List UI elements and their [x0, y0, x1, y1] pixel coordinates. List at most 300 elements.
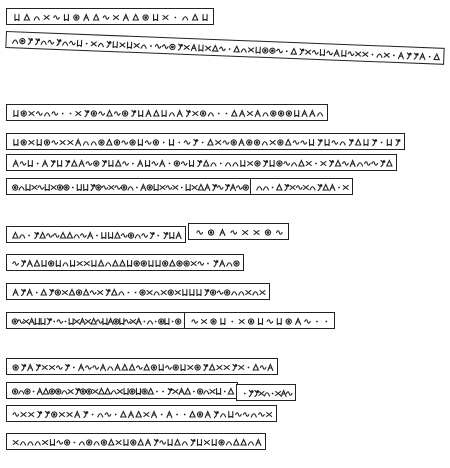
script-glyph — [330, 161, 334, 167]
script-glyph — [20, 38, 25, 43]
script-glyph — [263, 187, 268, 190]
line-3-4-continuation — [184, 312, 335, 329]
script-glyph — [159, 365, 163, 371]
script-glyph — [28, 235, 30, 237]
script-glyph — [103, 161, 107, 167]
script-glyph — [24, 15, 29, 21]
script-glyph — [188, 366, 193, 370]
script-glyph — [149, 261, 153, 267]
script-glyph — [97, 320, 103, 324]
script-glyph — [277, 161, 282, 166]
script-glyph — [210, 365, 215, 371]
script-glyph — [246, 291, 251, 295]
script-glyph — [56, 389, 61, 394]
script-glyph — [52, 412, 57, 417]
script-glyph — [229, 412, 233, 418]
script-glyph — [77, 40, 81, 46]
script-glyph — [144, 365, 149, 371]
script-glyph — [232, 111, 237, 117]
script-glyph — [32, 186, 37, 190]
script-glyph — [76, 112, 81, 116]
script-glyph — [128, 233, 133, 238]
script-glyph — [124, 389, 128, 395]
script-glyph — [45, 185, 49, 191]
script-glyph — [135, 292, 137, 294]
script-glyph — [205, 185, 210, 191]
script-glyph — [263, 48, 268, 53]
script-glyph — [202, 142, 204, 144]
script-glyph — [49, 261, 54, 266]
script-glyph — [136, 187, 138, 189]
script-glyph — [21, 140, 26, 145]
script-glyph — [184, 261, 189, 266]
script-glyph — [293, 141, 299, 145]
script-glyph — [84, 15, 89, 21]
script-glyph — [343, 162, 349, 166]
script-glyph — [365, 162, 371, 166]
script-glyph — [166, 186, 172, 190]
script-glyph — [13, 161, 18, 167]
script-glyph — [343, 186, 348, 190]
script-glyph — [116, 161, 121, 167]
script-glyph — [248, 367, 250, 369]
script-glyph — [325, 321, 327, 323]
script-glyph — [176, 414, 178, 416]
script-glyph — [115, 112, 121, 116]
script-glyph — [56, 261, 60, 267]
script-glyph — [91, 185, 95, 191]
script-glyph — [161, 414, 163, 416]
script-glyph — [318, 113, 323, 116]
line-4-2-glyphs — [7, 383, 239, 400]
script-glyph — [364, 140, 368, 146]
script-glyph — [46, 412, 50, 418]
script-glyph — [226, 163, 231, 166]
script-glyph — [107, 111, 112, 117]
script-glyph — [169, 140, 173, 146]
script-glyph — [109, 186, 114, 190]
script-glyph — [67, 413, 72, 417]
script-glyph — [268, 365, 273, 371]
line-2-3 — [6, 154, 397, 171]
script-glyph — [254, 231, 259, 235]
line-3-3-glyphs — [7, 284, 271, 301]
script-glyph — [106, 263, 111, 266]
script-glyph — [193, 112, 198, 116]
script-glyph — [255, 161, 260, 166]
script-glyph — [105, 413, 111, 417]
script-glyph — [259, 413, 265, 417]
script-glyph — [176, 233, 181, 239]
script-glyph — [175, 440, 180, 446]
script-glyph — [213, 45, 218, 51]
script-glyph — [270, 161, 274, 167]
script-glyph — [128, 187, 133, 190]
script-glyph — [138, 440, 143, 446]
script-glyph — [107, 41, 111, 47]
script-glyph — [279, 111, 284, 116]
script-glyph — [187, 111, 191, 117]
script-glyph — [239, 292, 244, 295]
script-glyph — [325, 140, 329, 146]
script-glyph — [286, 319, 291, 324]
script-glyph — [131, 440, 136, 445]
script-glyph — [160, 186, 165, 190]
script-glyph — [37, 112, 43, 116]
script-glyph — [40, 233, 45, 239]
script-glyph — [155, 321, 157, 323]
line-2-3-glyphs — [7, 155, 398, 172]
script-glyph — [42, 366, 47, 370]
script-glyph — [179, 389, 184, 395]
script-glyph — [132, 163, 134, 165]
script-glyph — [334, 50, 339, 56]
script-glyph — [170, 261, 175, 267]
script-glyph — [37, 140, 41, 146]
script-glyph — [28, 365, 33, 371]
script-glyph — [225, 290, 230, 295]
script-glyph — [223, 141, 229, 145]
script-glyph — [19, 391, 24, 394]
script-glyph — [185, 389, 190, 395]
script-glyph — [141, 185, 146, 191]
script-glyph — [116, 441, 121, 445]
script-glyph — [72, 161, 77, 167]
script-glyph — [214, 261, 218, 267]
script-glyph — [381, 161, 385, 167]
script-glyph — [253, 365, 258, 371]
script-glyph — [302, 111, 307, 117]
script-glyph — [233, 163, 238, 166]
script-glyph — [239, 140, 244, 146]
script-glyph — [36, 365, 40, 371]
script-glyph — [92, 261, 96, 267]
script-glyph — [248, 442, 253, 445]
script-glyph — [148, 389, 153, 395]
script-glyph — [121, 185, 126, 190]
script-glyph — [28, 442, 33, 445]
script-glyph — [198, 185, 203, 191]
script-glyph — [208, 113, 213, 116]
script-glyph — [321, 162, 326, 166]
script-glyph — [99, 389, 104, 395]
script-glyph — [93, 390, 98, 394]
script-glyph — [231, 231, 237, 235]
script-glyph — [145, 141, 151, 145]
script-glyph — [86, 366, 92, 370]
script-glyph — [21, 442, 26, 445]
script-glyph — [134, 261, 139, 266]
script-glyph — [119, 292, 124, 295]
script-glyph — [80, 319, 85, 325]
script-glyph — [226, 185, 230, 191]
script-glyph — [117, 390, 122, 394]
line-4-1 — [6, 358, 278, 375]
script-glyph — [154, 185, 158, 191]
script-glyph — [45, 113, 50, 116]
script-glyph — [204, 391, 209, 394]
script-glyph — [338, 187, 340, 189]
script-glyph — [75, 412, 80, 418]
script-glyph — [277, 49, 283, 53]
script-glyph — [133, 15, 138, 21]
script-glyph — [79, 442, 84, 445]
script-glyph — [299, 161, 304, 167]
script-glyph — [114, 140, 119, 145]
script-glyph — [102, 186, 108, 190]
script-glyph — [166, 366, 172, 370]
script-glyph — [154, 111, 159, 117]
script-glyph — [182, 442, 187, 445]
script-glyph — [236, 413, 242, 417]
script-glyph — [153, 140, 158, 145]
script-glyph — [154, 440, 158, 446]
script-glyph — [70, 113, 72, 115]
script-glyph — [267, 413, 272, 417]
script-glyph — [264, 161, 268, 167]
script-glyph — [197, 231, 203, 235]
script-glyph — [241, 161, 245, 167]
script-glyph — [197, 389, 202, 394]
script-glyph — [191, 440, 195, 446]
script-glyph — [256, 47, 260, 53]
script-glyph — [220, 230, 225, 236]
line-2-4-tail-glyphs — [251, 179, 354, 196]
script-glyph — [86, 320, 91, 324]
script-glyph — [178, 44, 182, 50]
script-glyph — [387, 161, 392, 167]
script-glyph — [318, 185, 322, 191]
script-glyph — [301, 141, 307, 145]
script-glyph — [212, 440, 216, 446]
script-glyph — [286, 140, 291, 146]
script-glyph — [91, 42, 96, 46]
script-glyph — [358, 163, 363, 166]
script-glyph — [14, 140, 18, 146]
script-glyph — [164, 233, 168, 239]
script-glyph — [218, 113, 220, 115]
script-glyph — [79, 161, 84, 167]
script-glyph — [162, 45, 168, 49]
script-glyph — [193, 15, 198, 21]
script-glyph — [98, 414, 103, 417]
script-glyph — [256, 440, 261, 446]
script-glyph — [226, 442, 231, 445]
line-3-3 — [6, 283, 270, 300]
script-glyph — [38, 186, 44, 190]
script-glyph — [193, 391, 195, 393]
script-glyph — [64, 15, 68, 21]
script-glyph — [227, 263, 232, 266]
script-glyph — [210, 390, 215, 394]
script-glyph — [155, 44, 161, 48]
script-glyph — [52, 112, 58, 116]
script-glyph — [183, 290, 187, 296]
script-glyph — [98, 261, 103, 267]
script-glyph — [233, 365, 237, 371]
script-glyph — [214, 412, 218, 418]
script-glyph — [286, 392, 292, 396]
script-glyph — [42, 261, 46, 267]
script-glyph — [108, 319, 113, 325]
line-4-2-continuation — [236, 384, 296, 401]
script-glyph — [84, 185, 88, 191]
script-glyph — [396, 140, 400, 146]
script-glyph — [100, 365, 105, 371]
script-glyph — [63, 42, 68, 45]
script-glyph — [211, 163, 216, 166]
script-glyph — [62, 113, 64, 115]
script-glyph — [305, 320, 311, 324]
script-glyph — [44, 140, 49, 145]
script-glyph — [143, 15, 148, 20]
script-glyph — [163, 16, 168, 20]
script-glyph — [204, 441, 209, 445]
line-3-2 — [6, 254, 244, 271]
script-glyph — [92, 414, 94, 416]
script-glyph — [85, 111, 89, 117]
script-glyph — [178, 142, 180, 144]
script-glyph — [121, 234, 127, 238]
script-glyph — [138, 140, 142, 146]
script-glyph — [101, 440, 106, 445]
script-glyph — [22, 261, 26, 267]
script-glyph — [57, 366, 63, 370]
script-glyph — [13, 413, 19, 417]
script-glyph — [138, 161, 143, 167]
script-glyph — [77, 262, 82, 266]
line-1-2 — [5, 31, 444, 65]
script-glyph — [429, 56, 431, 58]
script-glyph — [342, 50, 346, 56]
script-glyph — [130, 389, 135, 394]
script-glyph — [251, 414, 256, 417]
line-2-1-glyphs — [7, 105, 329, 122]
script-glyph — [128, 412, 133, 418]
script-glyph — [174, 17, 176, 19]
script-glyph — [122, 365, 127, 371]
script-glyph — [194, 140, 198, 146]
script-glyph — [103, 319, 107, 325]
script-glyph — [115, 365, 120, 371]
line-4-3 — [6, 405, 277, 422]
line-2-2-glyphs — [7, 134, 406, 151]
script-glyph — [42, 161, 47, 167]
script-glyph — [13, 233, 18, 239]
line-3-1-glyphs — [7, 227, 187, 244]
script-glyph — [108, 367, 113, 370]
script-glyph — [12, 319, 17, 324]
script-glyph — [202, 320, 207, 324]
script-glyph — [316, 321, 318, 323]
script-glyph — [18, 320, 24, 324]
script-glyph — [112, 290, 117, 296]
script-glyph — [137, 366, 143, 370]
script-glyph — [69, 41, 75, 45]
script-glyph — [231, 321, 233, 323]
script-glyph — [13, 185, 18, 190]
script-glyph — [206, 46, 211, 50]
script-glyph — [37, 163, 39, 165]
script-glyph — [113, 16, 118, 20]
script-glyph — [306, 162, 311, 166]
script-glyph — [48, 319, 52, 325]
script-glyph — [260, 291, 265, 295]
script-glyph — [68, 390, 73, 394]
script-glyph — [98, 291, 103, 295]
script-glyph — [349, 140, 353, 146]
line-2-4-glyphs — [7, 179, 254, 196]
script-glyph — [20, 235, 25, 238]
script-glyph — [257, 187, 262, 190]
script-glyph — [169, 163, 171, 165]
script-glyph — [254, 140, 259, 145]
script-glyph — [50, 290, 54, 296]
script-glyph — [152, 412, 157, 418]
script-glyph — [387, 140, 391, 146]
script-glyph — [60, 233, 65, 239]
script-glyph — [265, 230, 270, 235]
script-glyph — [123, 111, 128, 116]
script-glyph — [239, 320, 244, 324]
script-glyph — [34, 261, 39, 267]
script-glyph — [259, 392, 264, 396]
script-glyph — [186, 185, 190, 191]
script-glyph — [64, 185, 69, 190]
script-glyph — [67, 233, 72, 239]
script-glyph — [38, 412, 42, 418]
script-glyph — [230, 185, 235, 191]
script-glyph — [217, 389, 221, 395]
script-glyph — [37, 389, 42, 395]
script-glyph — [303, 186, 308, 190]
script-glyph — [142, 389, 147, 394]
script-glyph — [249, 391, 253, 397]
script-glyph — [197, 290, 201, 296]
line-3-2-glyphs — [7, 255, 245, 272]
script-glyph — [217, 186, 223, 190]
script-glyph — [157, 235, 159, 237]
script-glyph — [76, 140, 81, 146]
script-glyph — [234, 261, 239, 266]
script-glyph — [128, 292, 130, 294]
script-glyph — [393, 54, 395, 56]
script-glyph — [234, 46, 239, 52]
script-glyph — [160, 161, 165, 167]
script-glyph — [96, 185, 101, 190]
script-glyph — [43, 441, 48, 445]
script-glyph — [181, 365, 185, 371]
script-glyph — [142, 234, 148, 238]
script-glyph — [211, 319, 216, 324]
script-glyph — [26, 185, 30, 191]
script-glyph — [62, 291, 67, 295]
script-glyph — [170, 44, 175, 49]
script-glyph — [58, 161, 62, 167]
script-glyph — [332, 141, 338, 145]
script-glyph — [291, 48, 296, 54]
script-glyph — [141, 45, 146, 48]
script-glyph — [259, 319, 263, 325]
script-glyph — [71, 261, 75, 267]
script-glyph — [120, 319, 124, 325]
script-glyph — [125, 320, 131, 324]
script-glyph — [234, 440, 239, 446]
script-glyph — [398, 53, 403, 59]
script-glyph — [87, 440, 92, 445]
script-glyph — [190, 161, 194, 167]
line-4-4 — [6, 433, 266, 450]
